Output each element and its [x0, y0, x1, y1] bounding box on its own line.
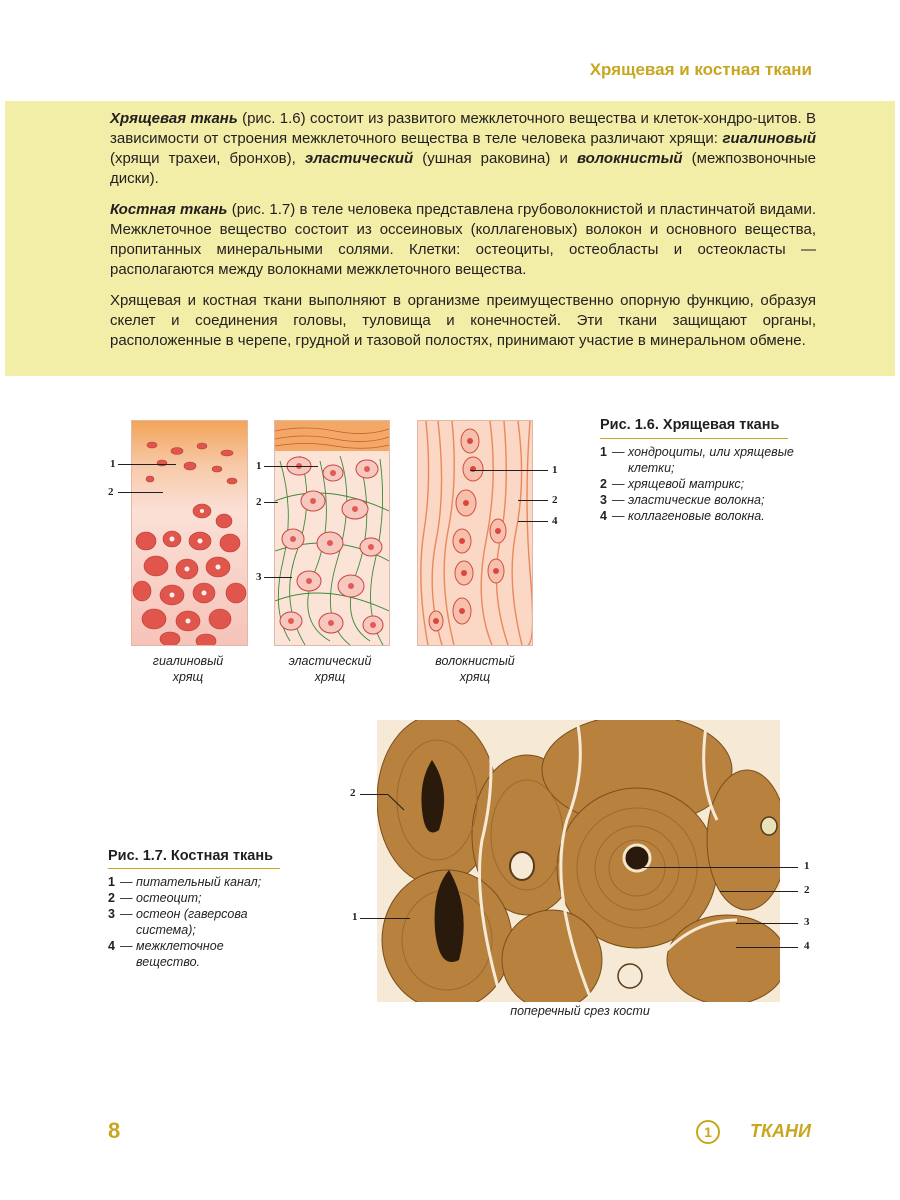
hyaline-leader-lines [118, 464, 178, 504]
elastic-leader-lines [264, 460, 324, 585]
chapter-number-badge: 1 [696, 1120, 720, 1144]
fibrous-cartilage-image [417, 420, 533, 646]
hyaline-cartilage-image [131, 420, 248, 646]
term-elastic: эластический [304, 150, 414, 167]
figure-1-7-title: Рис. 1.7. Костная ткань [108, 848, 274, 864]
fibrous-label-2: 2 [552, 494, 558, 506]
elastic-label-2: 2 [256, 496, 262, 508]
bone-label-1-left: 1 [352, 911, 358, 923]
running-header: Хрящевая и костная ткани [589, 60, 812, 79]
paragraph-cartilage: Хрящевая ткань (рис. 1.6) состоит из развитого межклеточного вещества и клеток-хондро-цитов. В зависимости от строения межклеточного вещества в теле человека различают хрящи: гиалиновый (хрящи трахеи, бронхов), эластический (ушная раковина) и волокнистый (межпозвоночные диски). [110, 110, 816, 187]
paragraph-function: Хрящевая и костная ткани выполняют в организме преимущественно опорную функцию, образуя скелет и соединения головы, туловища и конечностей. Эти ткани защищают органы, расположенные в черепе, грудной и тазовой полостях, принимают участие в минеральном обмене. [110, 292, 816, 349]
elastic-label-1: 1 [256, 460, 262, 472]
bone-label-4-right: 4 [804, 940, 810, 952]
bone-leader-lines [360, 790, 820, 960]
term-bone: Костная ткань [110, 201, 228, 218]
figure-1-7-rule [108, 868, 280, 869]
fibrous-leader-lines [470, 466, 550, 526]
text-box [5, 101, 895, 376]
bone-label-2-left: 2 [350, 787, 356, 799]
bone-caption: поперечный срез кости [510, 1004, 650, 1018]
paragraph-bone: Костная ткань (рис. 1.7) в теле человека представлена грубоволокнистой и пластинчатой видами. Межклеточное вещество состоит из оссеиновых (коллагеновых) волокон и основного вещества, пропитанных минеральными солями. Клетки: остеоциты, остеобласты и остеокласты — располагаются между волокнами межклеточного вещества. [110, 201, 817, 278]
figure-1-7-legend: 1 — питательный канал; 2 — остеоцит; 3 — остеон (гаверсова система); 4 — межклеточное вещество. [108, 875, 262, 969]
page-number: 8 [108, 1118, 121, 1143]
chapter-title: ТКАНИ [750, 1121, 812, 1141]
figure-1-6-title: Рис. 1.6. Хрящевая ткань [600, 417, 780, 433]
bone-label-1-right: 1 [804, 860, 810, 872]
fibrous-label-1: 1 [552, 464, 558, 476]
fibrous-label-4: 4 [552, 515, 558, 527]
elastic-caption: эластический хрящ [288, 654, 372, 684]
bone-label-3-right: 3 [804, 916, 810, 928]
bone-label-2-right: 2 [804, 884, 810, 896]
elastic-label-3: 3 [256, 571, 262, 583]
figure-1-6-rule [600, 438, 788, 439]
hyaline-caption: гиалиновый хрящ [152, 654, 224, 684]
term-cartilage: Хрящевая ткань [110, 110, 238, 127]
fibrous-caption: волокнистый хрящ [435, 654, 515, 684]
text-box-content [110, 109, 816, 362]
hyaline-label-1: 1 [110, 458, 116, 470]
figure-1-6-legend: 1 — хондроциты, или хрящевые клетки; 2 — хрящевой матрикс; 3 — эластические волокна; 4 — коллагеновые волокна. [600, 445, 794, 523]
hyaline-label-2: 2 [108, 486, 114, 498]
term-hyaline: гиалиновый [722, 130, 816, 147]
term-fibrous: волокнистый [576, 150, 683, 167]
